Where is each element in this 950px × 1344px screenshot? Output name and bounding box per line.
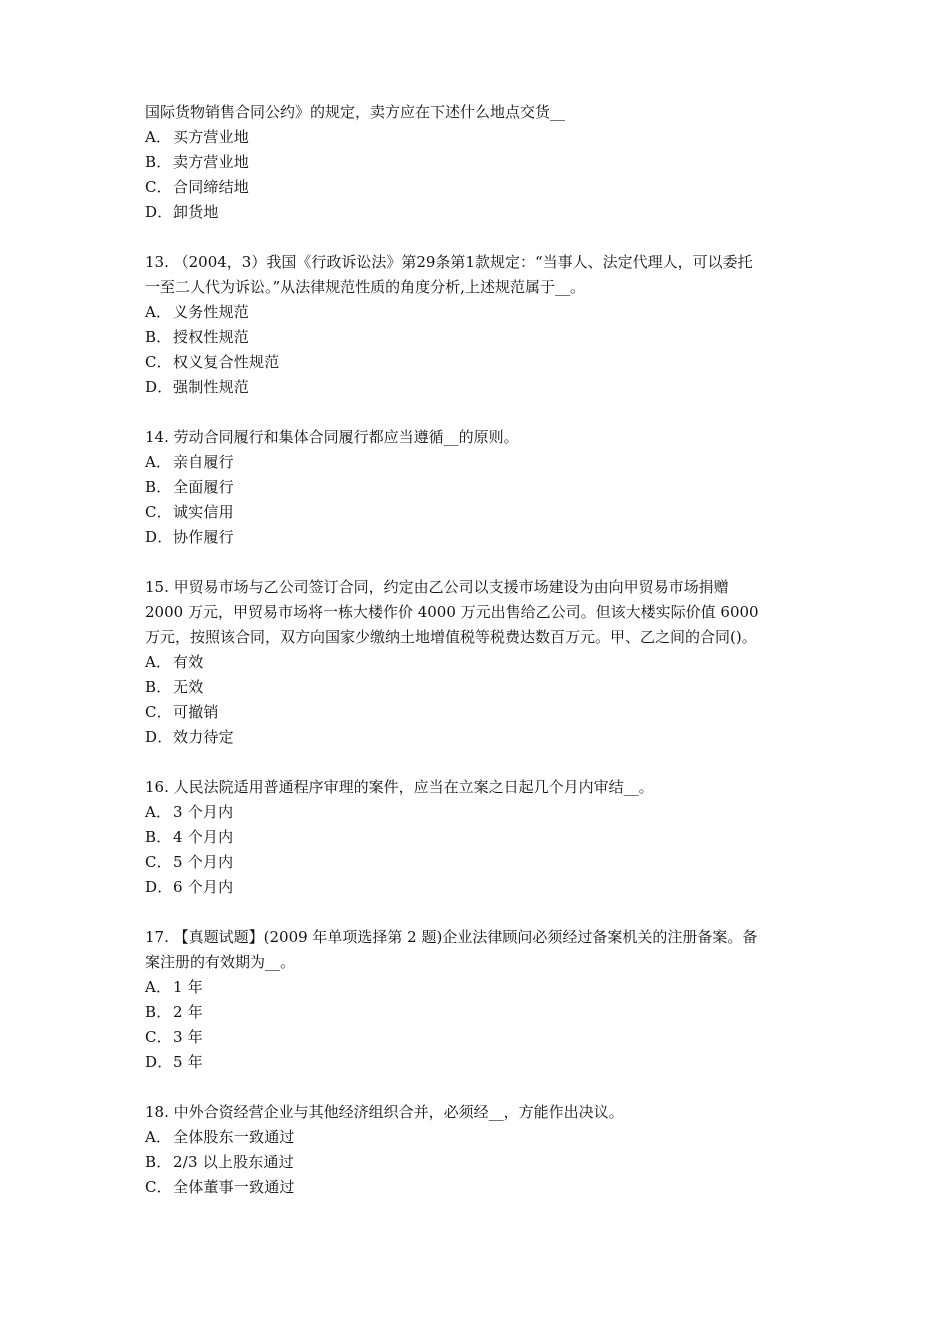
option-text: 2 年 [173,1003,203,1021]
question-stem-line: 14. 劳动合同履行和集体合同履行都应当遵循__的原则。 [145,428,519,446]
option-c [145,350,825,375]
option-d [145,1050,825,1075]
option-c [145,500,825,525]
option-c [145,175,825,200]
option-text: 3 个月内 [173,803,234,821]
option-key: C． [145,353,172,371]
option-text: 效力待定 [173,728,234,746]
question-block [145,575,825,750]
option-a [145,125,825,150]
question-stem-line: 15. 甲贸易市场与乙公司签订合同，约定由乙公司以支援市场建设为由向甲贸易市场捐赠 [145,578,729,596]
option-text: 5 个月内 [173,853,234,871]
option-key: A． [145,978,172,996]
option-key: A． [145,303,172,321]
option-text: 亲自履行 [173,453,234,471]
option-key: C． [145,1028,172,1046]
question-stem-line: 13. （2004，3）我国《行政诉讼法》第29条第1款规定：“当事人、法定代理人，可以委托 [145,253,753,271]
option-b [145,150,825,175]
option-b [145,675,825,700]
option-a [145,800,825,825]
option-key: C． [145,503,172,521]
option-b [145,325,825,350]
option-key: C． [145,178,172,196]
option-c [145,1175,825,1200]
question-block [145,100,825,225]
option-text: 2/3 以上股东通过 [173,1153,294,1171]
question-stem-line: 16. 人民法院适用普通程序审理的案件，应当在立案之日起几个月内审结__。 [145,778,654,796]
option-a [145,450,825,475]
question-stem-line: 18. 中外合资经营企业与其他经济组织合并，必须经__，方能作出决议。 [145,1103,624,1121]
option-key: B． [145,678,172,696]
option-d [145,375,825,400]
option-d [145,875,825,900]
question-block [145,425,825,550]
option-text: 协作履行 [173,528,234,546]
option-key: A． [145,653,172,671]
option-text: 合同缔结地 [173,178,250,196]
option-key: A． [145,1128,172,1146]
question-stem-line: 17. 【真题试题】(2009 年单项选择第 2 题)企业法律顾问必须经过备案机关的注册备案。备 [145,928,758,946]
option-key: C． [145,1178,172,1196]
option-text: 义务性规范 [173,303,250,321]
option-text: 全面履行 [173,478,234,496]
option-key: D． [145,528,173,546]
option-key: D． [145,728,173,746]
option-key: B． [145,153,172,171]
question-stem-line: 案注册的有效期为__。 [145,953,296,971]
option-text: 授权性规范 [173,328,250,346]
option-key: D． [145,1053,173,1071]
option-text: 可撤销 [173,703,219,721]
option-key: B． [145,478,172,496]
question-stem-line: 国际货物销售合同公约》的规定，卖方应在下述什么地点交货__ [145,103,566,121]
option-b [145,1150,825,1175]
question-block [145,925,825,1075]
option-key: D． [145,878,173,896]
option-key: C． [145,853,172,871]
option-key: C． [145,703,172,721]
option-key: B． [145,328,172,346]
option-text: 强制性规范 [173,378,250,396]
option-c [145,700,825,725]
option-text: 买方营业地 [173,128,250,146]
option-key: B． [145,1003,172,1021]
option-a [145,975,825,1000]
option-key: D． [145,378,173,396]
document-content [145,100,825,1225]
option-d [145,525,825,550]
option-text: 权义复合性规范 [173,353,280,371]
option-text: 5 年 [173,1053,203,1071]
option-c [145,1025,825,1050]
question-stem-line: 2000 万元，甲贸易市场将一栋大楼作价 4000 万元出售给乙公司。但该大楼实际价值 6000 [145,603,759,621]
option-key: B． [145,828,172,846]
question-block [145,250,825,400]
option-b [145,825,825,850]
option-c [145,850,825,875]
option-text: 3 年 [173,1028,203,1046]
option-key: A． [145,803,172,821]
option-b [145,475,825,500]
option-text: 1 年 [173,978,203,996]
question-block [145,775,825,900]
option-text: 6 个月内 [173,878,234,896]
question-stem-line: 一至二人代为诉讼。”从法律规范性质的角度分析,上述规范属于__。 [145,278,585,296]
option-text: 全体股东一致通过 [173,1128,295,1146]
option-key: A． [145,453,172,471]
question-block [145,1100,825,1200]
option-text: 诚实信用 [173,503,234,521]
option-a [145,650,825,675]
option-key: D． [145,203,173,221]
option-a [145,300,825,325]
option-text: 全体董事一致通过 [173,1178,295,1196]
option-text: 4 个月内 [173,828,234,846]
option-key: B． [145,1153,172,1171]
option-d [145,725,825,750]
option-text: 无效 [173,678,204,696]
option-text: 卸货地 [173,203,219,221]
question-stem-line: 万元，按照该合同，双方向国家少缴纳土地增值税等税费达数百万元。甲、乙之间的合同()。 [145,628,757,646]
option-a [145,1125,825,1150]
option-b [145,1000,825,1025]
option-key: A． [145,128,172,146]
option-d [145,200,825,225]
option-text: 有效 [173,653,204,671]
option-text: 卖方营业地 [173,153,250,171]
